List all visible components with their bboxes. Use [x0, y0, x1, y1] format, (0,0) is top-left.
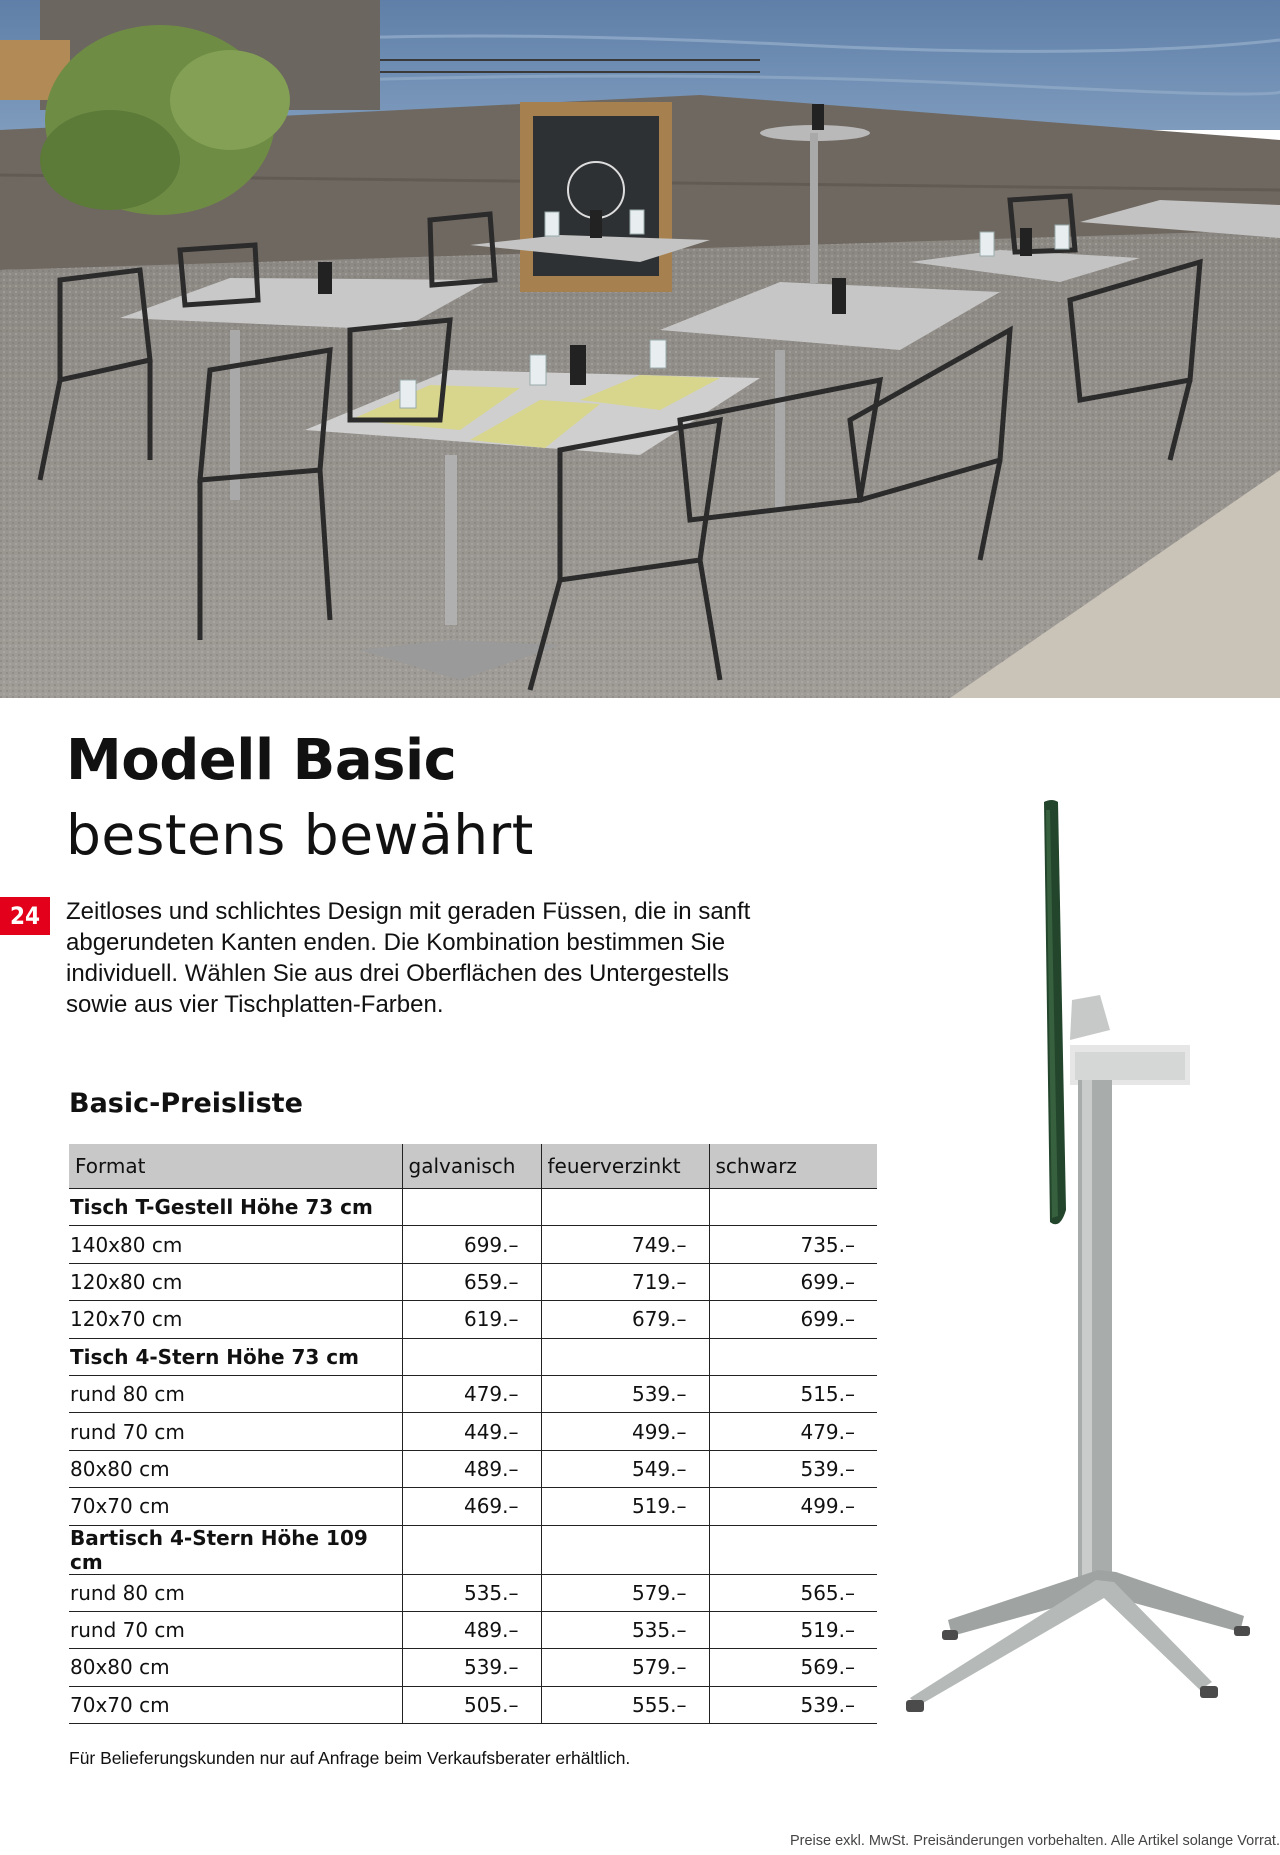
price-schwarz: 539.– [709, 1450, 877, 1487]
format-cell: 120x70 cm [69, 1301, 402, 1338]
price-feuerverzinkt: 519.– [541, 1488, 709, 1525]
price-galvanisch: 659.– [402, 1263, 541, 1300]
price-galvanisch: 539.– [402, 1649, 541, 1686]
table-row [69, 1649, 877, 1686]
table-row [69, 1226, 877, 1263]
price-schwarz: 735.– [709, 1226, 877, 1263]
footnote: Für Belieferungskunden nur auf Anfrage beim Verkaufsberater erhältlich. [69, 1748, 631, 1768]
format-cell: rund 80 cm [69, 1375, 402, 1412]
format-cell: 70x70 cm [69, 1686, 402, 1723]
price-galvanisch: 489.– [402, 1450, 541, 1487]
price-feuerverzinkt: 579.– [541, 1574, 709, 1611]
terrace-scene-image [0, 0, 1280, 698]
price-feuerverzinkt: 549.– [541, 1450, 709, 1487]
table-row [69, 1413, 877, 1450]
group-row-bartisch [69, 1525, 877, 1574]
price-list-title: Basic-Preisliste [69, 1088, 303, 1119]
page-title: Modell Basic [66, 728, 457, 793]
price-galvanisch: 535.– [402, 1574, 541, 1611]
price-galvanisch: 479.– [402, 1375, 541, 1412]
price-schwarz: 565.– [709, 1574, 877, 1611]
format-cell: rund 70 cm [69, 1611, 402, 1648]
price-schwarz: 569.– [709, 1649, 877, 1686]
price-table [69, 1144, 877, 1724]
group-label: Tisch T-Gestell Höhe 73 cm [69, 1189, 402, 1226]
price-schwarz: 539.– [709, 1686, 877, 1723]
intro-text: Zeitloses und schlichtes Design mit geraden Füssen, die in sanft abgerundeten Kanten enden. Die Kombination bestimmen Sie individuell. Wählen Sie aus drei Oberflächen des Untergestells sowie aus vier Tischplatten-Farben. [66, 898, 751, 1018]
format-cell: 80x80 cm [69, 1649, 402, 1686]
table-row [69, 1375, 877, 1412]
format-cell: rund 80 cm [69, 1574, 402, 1611]
price-schwarz: 699.– [709, 1301, 877, 1338]
table-row [69, 1611, 877, 1648]
page-subtitle: bestens bewährt [66, 803, 534, 867]
page-number-badge: 24 [0, 897, 50, 935]
price-feuerverzinkt: 535.– [541, 1611, 709, 1648]
format-cell: 140x80 cm [69, 1226, 402, 1263]
bar-table-product-image [900, 790, 1280, 1740]
table-row [69, 1301, 877, 1338]
price-feuerverzinkt: 555.– [541, 1686, 709, 1723]
price-galvanisch: 489.– [402, 1611, 541, 1648]
group-label: Bartisch 4-Stern Höhe 109 cm [69, 1525, 402, 1574]
table-row [69, 1488, 877, 1525]
price-schwarz: 699.– [709, 1263, 877, 1300]
table-row [69, 1450, 877, 1487]
price-feuerverzinkt: 679.– [541, 1301, 709, 1338]
column-header-schwarz: schwarz [709, 1144, 877, 1189]
price-galvanisch: 619.– [402, 1301, 541, 1338]
price-schwarz: 479.– [709, 1413, 877, 1450]
group-label: Tisch 4-Stern Höhe 73 cm [69, 1338, 402, 1375]
price-schwarz: 499.– [709, 1488, 877, 1525]
format-cell: 70x70 cm [69, 1488, 402, 1525]
price-feuerverzinkt: 539.– [541, 1375, 709, 1412]
price-schwarz: 519.– [709, 1611, 877, 1648]
format-cell: rund 70 cm [69, 1413, 402, 1450]
price-feuerverzinkt: 749.– [541, 1226, 709, 1263]
column-header-format: Format [69, 1144, 402, 1189]
price-galvanisch: 469.– [402, 1488, 541, 1525]
price-feuerverzinkt: 579.– [541, 1649, 709, 1686]
format-cell: 80x80 cm [69, 1450, 402, 1487]
price-galvanisch: 699.– [402, 1226, 541, 1263]
hero-photo [0, 0, 1280, 698]
table-row [69, 1263, 877, 1300]
group-row-t-gestell [69, 1189, 877, 1226]
price-feuerverzinkt: 719.– [541, 1263, 709, 1300]
table-row [69, 1686, 877, 1723]
legal-notice: Preise exkl. MwSt. Preisänderungen vorbehalten. Alle Artikel solange Vorrat. [789, 1833, 1280, 1849]
column-header-feuerverzinkt: feuerverzinkt [541, 1144, 709, 1189]
price-feuerverzinkt: 499.– [541, 1413, 709, 1450]
format-cell: 120x80 cm [69, 1263, 402, 1300]
table-row [69, 1574, 877, 1611]
price-galvanisch: 449.– [402, 1413, 541, 1450]
table-header-row [69, 1144, 877, 1189]
price-galvanisch: 505.– [402, 1686, 541, 1723]
column-header-galvanisch: galvanisch [402, 1144, 541, 1189]
price-schwarz: 515.– [709, 1375, 877, 1412]
group-row-4-stern [69, 1338, 877, 1375]
